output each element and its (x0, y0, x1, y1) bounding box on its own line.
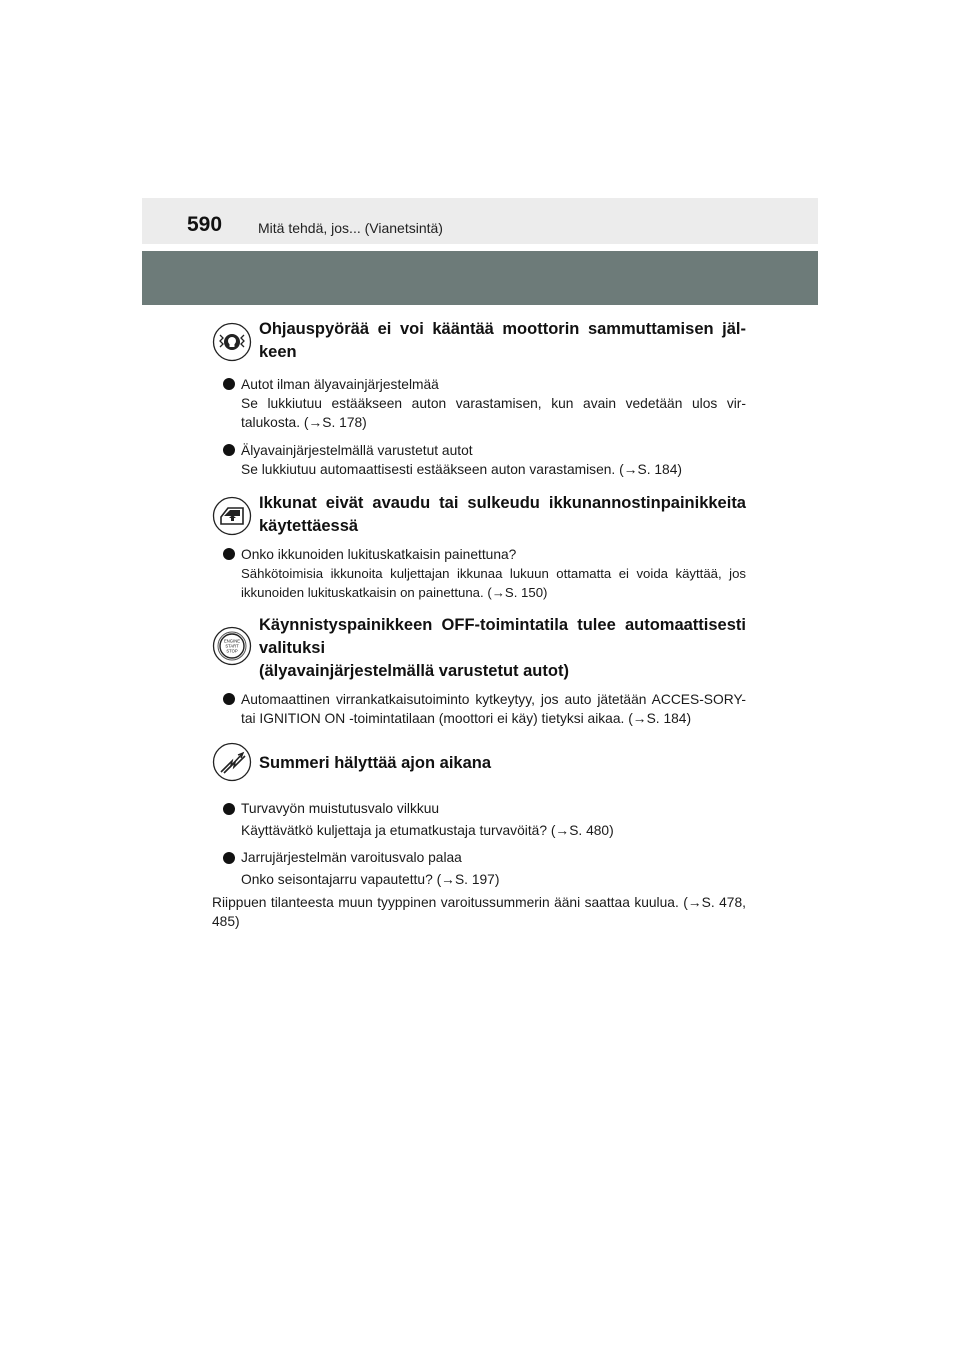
list-item (212, 441, 746, 479)
section-heading (212, 318, 746, 364)
item-title: Onko ikkunoiden lukituskatkaisin painettuna? (241, 547, 517, 562)
icon-label: START (225, 643, 239, 649)
bullet-icon (223, 548, 235, 560)
item-text: Sähkötoimisia ikkunoita kuljettajan ikkunaa lukuun ottamatta ei voida käyttää, jos ikkunoiden lukituskatkaisin on painettuna. (→S. 150) (241, 566, 746, 600)
list-item (212, 690, 746, 728)
section-heading (212, 614, 746, 683)
item-title: Älyavainjärjestelmällä varustetut autot (241, 443, 473, 458)
section-title: Ohjauspyörää ei voi kääntää moottorin sammuttamisen jäl-keen (259, 320, 746, 361)
item-text: Automaattinen virrankatkaisutoiminto kytkeytyy, jos auto jätetään ACCES-SORY- tai IGNITION ON -toimintatilaan (moottori ei käy) tietyksi aikaa. (→S. 184) (241, 692, 746, 726)
section-buzzer (212, 742, 746, 931)
section-title: Summeri hälyttää ajon aikana (259, 754, 492, 772)
list-item (212, 375, 746, 432)
page-number: 590 (187, 213, 223, 236)
item-title: Autot ilman älyavainjärjestelmää (241, 377, 439, 392)
section-window-lock (212, 492, 746, 602)
section-title: Ikkunat eivät avaudu tai sulkeudu ikkunannostinpainikkeita käytettäessä (259, 494, 746, 535)
bullet-icon (223, 693, 235, 705)
bullet-icon (223, 444, 235, 456)
page-section-title: Mitä tehdä, jos... (Vianetsintä) (258, 220, 443, 236)
buzzer-warning-icon (212, 742, 252, 782)
item-text: Se lukkiutuu estääkseen auton varastamisen, kun avain vedetään ulos vir-talukosta. (→S. 178) (241, 396, 746, 430)
section-steering-lock (212, 318, 746, 479)
item-text: Käyttävätkö kuljettaja ja etumatkustaja turvavöitä? (→S. 480) (241, 823, 614, 838)
item-title: Turvavyön muistutusvalo vilkkuu (241, 801, 440, 816)
bullet-icon (223, 803, 235, 815)
window-lock-icon (212, 496, 252, 536)
section-title: Käynnistyspainikkeen OFF-toimintatila tulee automaattisesti valituksi (259, 616, 746, 657)
item-title: Jarrujärjestelmän varoitusvalo palaa (241, 850, 462, 865)
section-heading (212, 742, 746, 788)
bullet-icon (223, 852, 235, 864)
list-item (212, 798, 746, 842)
bullet-icon (223, 378, 235, 390)
page-content (212, 318, 746, 931)
item-text: Se lukkiutuu automaattisesti estääkseen auton varastamisen. (→S. 184) (241, 462, 682, 477)
icon-label: STOP (226, 648, 238, 654)
header-band (142, 198, 818, 244)
chapter-title-band (142, 251, 818, 305)
note-text: Riippuen tilanteesta muun tyyppinen varoitussummerin ääni saattaa kuulua. (→S. 478, 485) (212, 895, 746, 929)
icon-label: ENGINE (223, 638, 241, 644)
list-item (212, 847, 746, 891)
section-engine-off (212, 614, 746, 728)
section-heading (212, 492, 746, 538)
item-text: Onko seisontajarru vapautettu? (→S. 197) (241, 872, 500, 887)
list-item (212, 545, 746, 602)
steering-wheel-lock-icon (212, 322, 252, 362)
engine-start-stop-icon (212, 626, 252, 666)
section-title-sub: (älyavainjärjestelmällä varustetut autot) (259, 662, 569, 680)
